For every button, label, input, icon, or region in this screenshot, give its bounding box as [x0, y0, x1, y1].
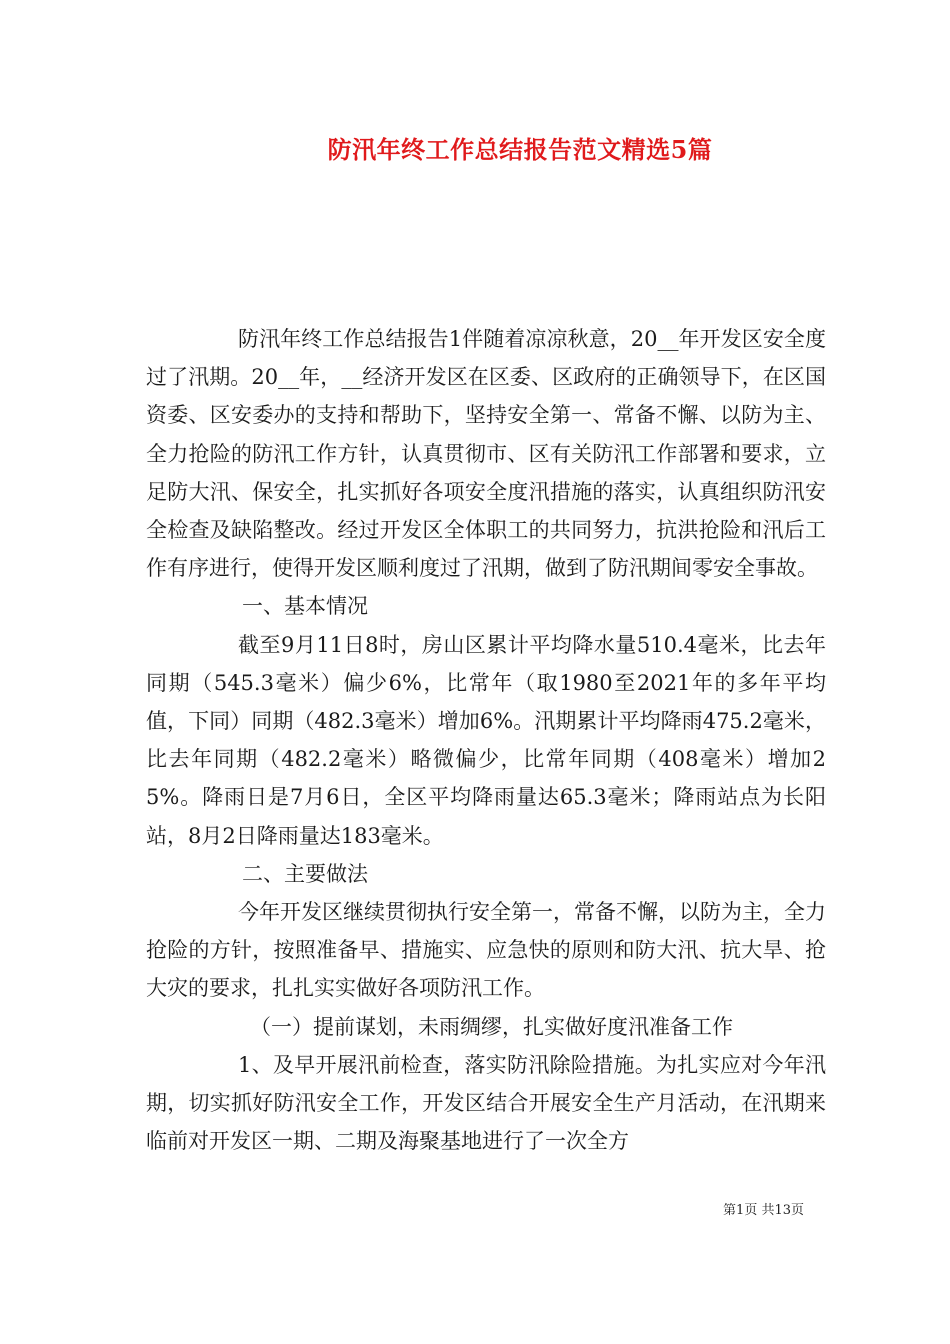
document-body	[146, 320, 826, 1160]
page-number-footer: 第1页 共13页	[723, 1203, 804, 1218]
section-1-heading: 一、基本情况	[242, 594, 368, 619]
document-title: 防汛年终工作总结报告范文精选5篇	[327, 135, 713, 164]
section-2-paragraph: 今年开发区继续贯彻执行安全第一，常备不懈，以防为主，全力抢险的方针，按照准备早、措施实、应急快的原则和防大汛、抗大旱、抢大灾的要求，扎扎实实做好各项防汛工作。	[146, 900, 826, 1001]
subsection-1-heading: （一）提前谋划，未雨绸缪，扎实做好度汛准备工作	[250, 1014, 733, 1039]
section-1-paragraph: 截至9月11日8时，房山区累计平均降水量510.4毫米，比去年同期（545.3毫米）偏少6%，比常年（取1980至2021年的多年平均值，下同）同期（482.3毫米）增加6%。汛期累计平均降雨475.2毫米，比去年同期（482.2毫米）略微偏少，比常年同期（408毫米）增加25%。降雨日是7月6日，全区平均降雨量达65.3毫米；降雨站点为长阳站，8月2日降雨量达183毫米。	[146, 632, 826, 848]
intro-paragraph: 防汛年终工作总结报告1伴随着凉凉秋意，20__年开发区安全度过了汛期。20__年，__经济开发区在区委、区政府的正确领导下，在区国资委、区安委办的支持和帮助下，坚持安全第一、常备不懈、以防为主、全力抢险的防汛工作方针，认真贯彻市、区有关防汛工作部署和要求，立足防大汛、保安全，扎实抓好各项安全度汛措施的落实，认真组织防汛安全检查及缺陷整改。经过开发区全体职工的共同努力，抗洪抢险和汛后工作有序进行，使得开发区顺利度过了汛期，做到了防汛期间零安全事故。	[146, 327, 826, 581]
section-2-heading: 二、主要做法	[242, 861, 368, 886]
item-1-paragraph: 1、及早开展汛前检查，落实防汛除险措施。为扎实应对今年汛期，切实抓好防汛安全工作，开发区结合开展安全生产月活动，在汛期来临前对开发区一期、二期及海聚基地进行了一次全方	[146, 1052, 826, 1154]
